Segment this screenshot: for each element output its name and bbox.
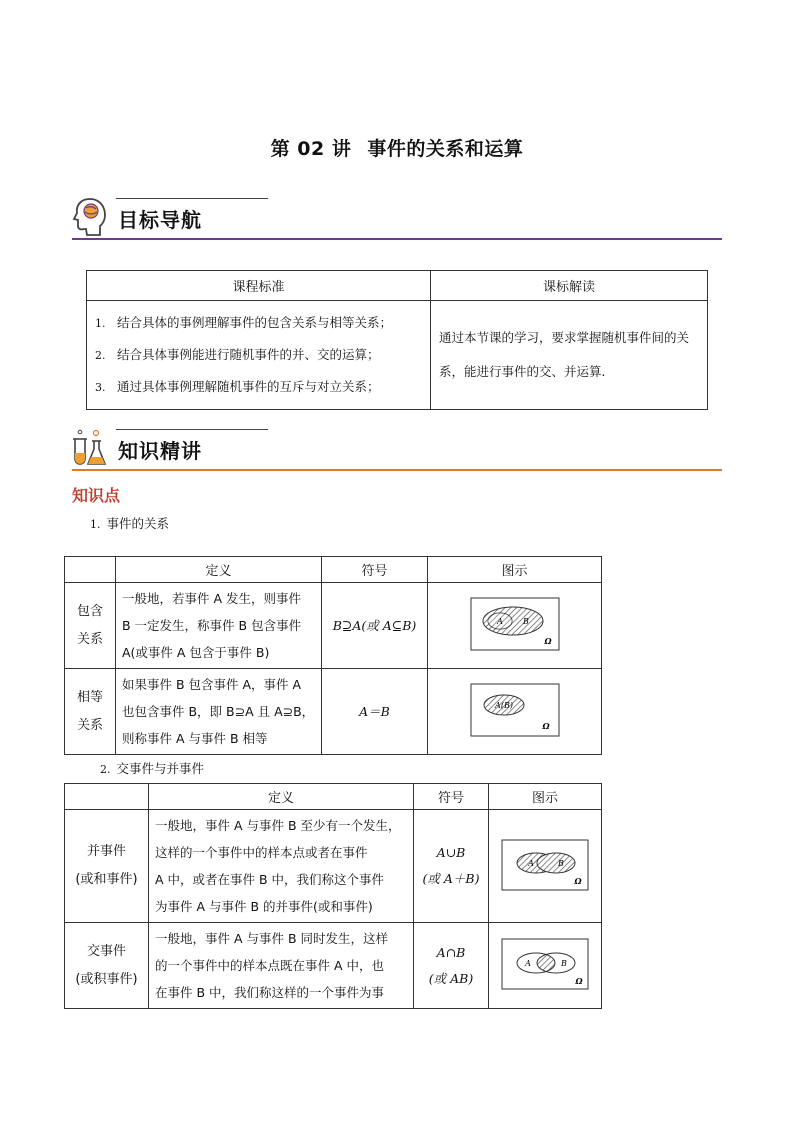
- lab-flask-icon: [72, 427, 108, 467]
- corner-cell: [65, 557, 116, 583]
- col-header-standard: 课程标准: [87, 271, 431, 301]
- sample-space-label: Ω: [541, 721, 550, 731]
- set-label-b: B: [558, 858, 564, 868]
- sample-space-label: Ω: [575, 976, 583, 986]
- symbol-cell: B⊇A(或 A⊆B): [322, 583, 428, 669]
- col-header-definition: 定义: [149, 784, 414, 810]
- diagram-cell: [428, 669, 602, 755]
- diagram-cell: [489, 923, 602, 1009]
- definition-cell: 如果事件 B 包含事件 A，事件 A 也包含事件 B，即 B⊇A 且 A⊇B， 则称事件 A 与事件 B 相等: [116, 669, 322, 755]
- venn-diagram-equality: [470, 683, 560, 737]
- set-label-b: B: [561, 959, 567, 968]
- set-label-ab: A(B): [494, 701, 513, 710]
- list-item: 2. 结合具体事例能进行随机事件的并、交的运算；: [95, 347, 380, 362]
- section-knowledge: [72, 427, 722, 471]
- list-item: 3. 通过具体事例理解随机事件的互斥与对立关系；: [95, 379, 380, 394]
- section-rule: [72, 238, 722, 240]
- definition-cell: 一般地，事件 A 与事件 B 至少有一个发生， 这样的一个事件中的样本点或者在事件 A 中，或者在事件 B 中，我们称这个事件 为事件 A 与事件 B 的并事件(或和事件): [149, 810, 414, 923]
- event-operations-table: [64, 783, 602, 1009]
- list-item: 1. 结合具体的事例理解事件的包含关系与相等关系；: [95, 315, 393, 330]
- knowledge-point-heading: 知识点: [72, 486, 121, 505]
- set-label-a: A: [525, 959, 531, 968]
- standards-list-cell: [87, 301, 431, 410]
- row-header: 相等 关系: [65, 669, 116, 755]
- sample-space-label: Ω: [574, 875, 582, 886]
- course-standards-table: [86, 270, 708, 410]
- set-label-b: B: [522, 617, 529, 626]
- section-rule: [72, 469, 722, 471]
- diagram-cell: [428, 583, 602, 669]
- section-title: 知识精讲: [118, 439, 202, 463]
- col-header-diagram: 图示: [489, 784, 602, 810]
- venn-diagram-intersection: [501, 938, 589, 990]
- set-label-a: A: [528, 858, 534, 868]
- lecture-number: 第 02 讲: [270, 138, 352, 160]
- lecture-title: 事件的关系和运算: [367, 138, 524, 160]
- venn-diagram-union: [501, 839, 589, 891]
- page-title: [0, 134, 794, 161]
- event-relations-table: [64, 556, 602, 755]
- col-header-symbol: 符号: [322, 557, 428, 583]
- symbol-cell: A＝B: [322, 669, 428, 755]
- definition-cell: 一般地，若事件 A 发生，则事件 B 一定发生，称事件 B 包含事件 A(或事件 A 包含于事件 B): [116, 583, 322, 669]
- interpretation-cell: 通过本节课的学习，要求掌握随机事件间的关系，能进行事件的交、并运算.: [431, 301, 708, 410]
- standards-list: [87, 301, 430, 409]
- subsection-heading: 1. 事件的关系: [90, 516, 170, 531]
- row-header: 交事件 (或积事件): [65, 923, 149, 1009]
- col-header-interpretation: 课标解读: [431, 271, 708, 301]
- header-top-line: [116, 429, 268, 430]
- venn-diagram-inclusion: [470, 597, 560, 651]
- brain-head-icon: [72, 196, 108, 236]
- symbol-cell: A∪B (或 A＋B): [414, 810, 489, 923]
- row-header: 包含 关系: [65, 583, 116, 669]
- row-header: 并事件 (或和事件): [65, 810, 149, 923]
- diagram-cell: [489, 810, 602, 923]
- section-goal-navigation: [72, 196, 722, 240]
- sample-space-label: Ω: [543, 636, 552, 646]
- corner-cell: [65, 784, 149, 810]
- col-header-diagram: 图示: [428, 557, 602, 583]
- col-header-definition: 定义: [116, 557, 322, 583]
- col-header-symbol: 符号: [414, 784, 489, 810]
- set-label-a: A: [496, 617, 503, 626]
- definition-cell: 一般地，事件 A 与事件 B 同时发生，这样 的一个事件中的样本点既在事件 A 中，也 在事件 B 中，我们称这样的一个事件为事: [149, 923, 414, 1009]
- subsection-heading: 2. 交事件与并事件: [100, 761, 205, 776]
- section-title: 目标导航: [118, 208, 202, 232]
- symbol-cell: A∩B (或 AB): [414, 923, 489, 1009]
- header-top-line: [116, 198, 268, 199]
